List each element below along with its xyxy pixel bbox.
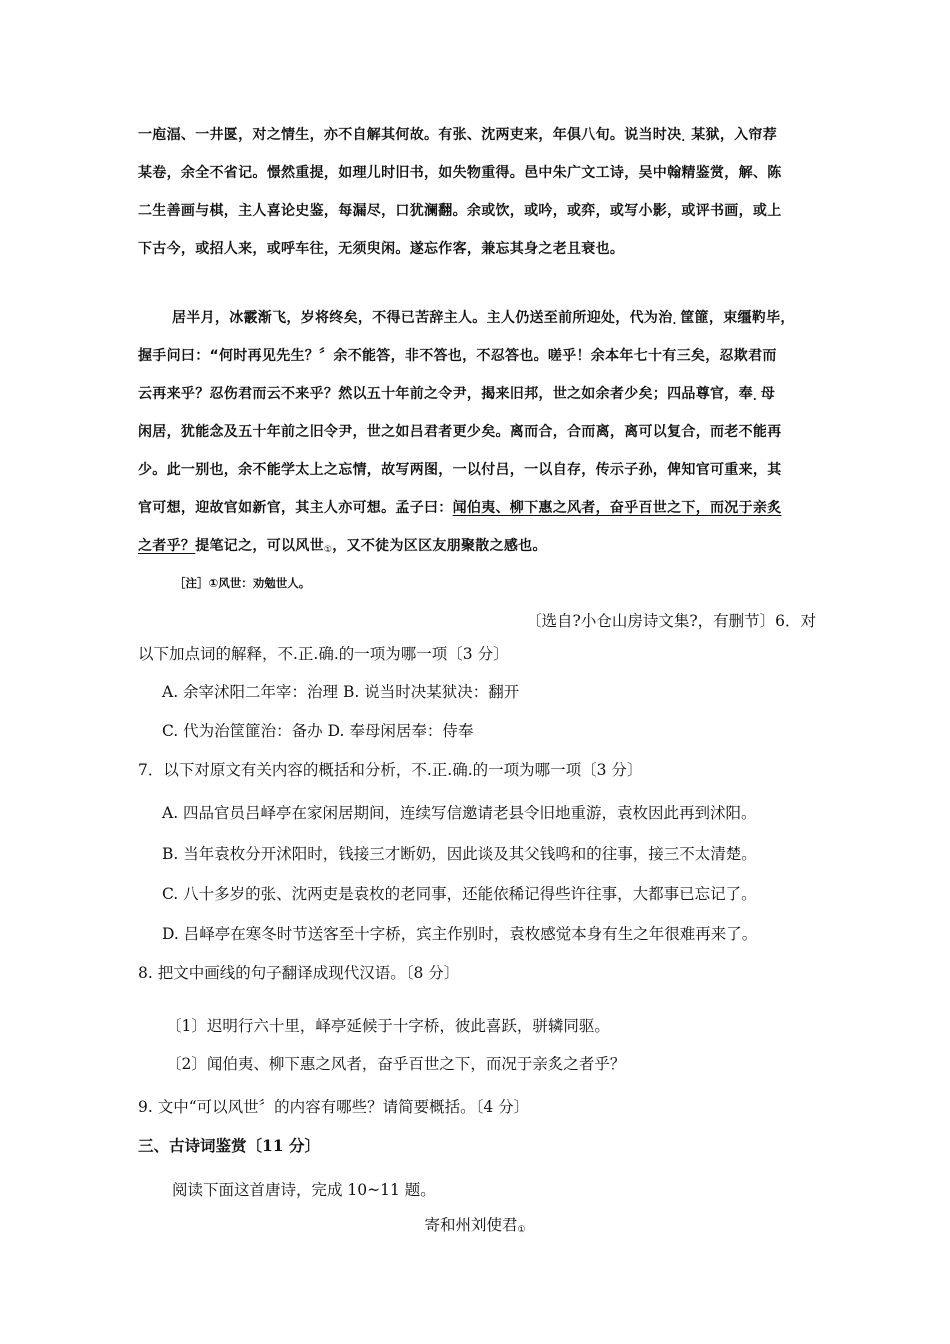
source-citation: 〔选自?小仓山房诗文集?，有删节〕6．对 [526,612,816,630]
passage-line: 之者乎？提笔记之，可以风世$_①$，又不徒为区区友朋聚散之感也。 [138,538,547,555]
passage-line: 二生善画与棋，主人喜论史鉴，每漏尽，口犹澜翻。余或饮，或吟，或弈，或写小影，或评书画，或上 [138,203,782,219]
question-7-option-d: D. 吕峄亭在寒冬时节送客至十字桥，宾主作别时，袁枚感觉本身有生之年很难再来了。 [162,925,758,943]
section-intro: 阅读下面这首唐诗，完成 10~11 题。 [172,1181,436,1199]
passage-line: 下古今，或招人来，或呼车往，无须臾闲。遂忘作客，兼忘其身之老且衰也。 [138,241,625,257]
passage-line: 居半月，冰霰渐飞，岁将终矣，不得已苦辞主人。主人仍送至前所迎处，代为治.筐篚，束缰靮毕， [172,310,795,327]
underlined-sentence: 闻伯夷、柳下惠之风者，奋乎百世之下，而况于亲炙 [452,500,782,516]
section-heading: 三、古诗词鉴赏〔11 分〕 [138,1136,320,1155]
footnote: ［注］①风世：劝勉世人。 [174,576,311,590]
question-9-stem: 9. 文中“可以风世〞的内容有哪些？请简要概括。〔4 分〕 [138,1098,530,1116]
question-6-stem: 以下加点词的解释，不.正.确.的一项为哪一项〔3 分〕 [138,645,509,663]
question-6-options-ab: A. 余宰沭阳二年宰：治理 B. 说当时决某狱决：翻开 [162,683,520,701]
question-7-option-c: C. 八十多岁的张、沈两吏是袁枚的老同事，还能依稀记得些许往事，大都事已忘记了。 [162,885,757,903]
poem-title: 寄和州刘使君$_①$ [424,1216,526,1235]
question-7-option-b: B. 当年袁枚分开沭阳时，钱接三才断奶，因此谈及其父钱鸣和的往事，接三不太清楚。 [162,845,757,863]
question-7-stem: 7．以下对原文有关内容的概括和分析，不.正.确.的一项为哪一项〔3 分〕 [138,761,643,779]
passage-line: 官可想，迎故官如新官，其主人亦可想。孟子曰：闻伯夷、柳下惠之风者，奋乎百世之下，而况于亲炙 [138,500,782,516]
question-7-option-a: A. 四品官员吕峄亭在家闲居期间，连续写信邀请老县令旧地重游，袁枚因此再到沭阳。 [162,804,757,822]
passage-line: 一庖湢、一井匽，对之情生，亦不自解其何故。有张、沈两吏来，年俱八旬。说当时决.某狱，入帘荐 [138,127,778,144]
passage-line: 少。此一别也，余不能学太上之忘情，故写两图，一以付吕，一以自存，传示子孙，俾知官可重来，其 [138,462,782,478]
question-8-item-1: 〔1〕迟明行六十里，峄亭延候于十字桥，彼此喜跃，骈辚同驱。 [166,1017,610,1035]
passage-line: 云再来乎？忍伤君而云不来乎？然以五十年前之令尹，揭来旧邦，世之如余者少矣；四品尊官，奉.母 [138,386,776,403]
passage-line: 闲居，犹能念及五十年前之旧令尹，世之如吕君者更少矣。离而合，合而离，离可以复合，而老不能再 [138,424,782,440]
question-8-item-2: 〔2〕闻伯夷、柳下惠之风者，奋乎百世之下，而况于亲炙之者乎？ [166,1055,626,1073]
passage-line: 某卷，余全不省记。憬然重提，如理儿时旧书，如失物重得。邑中朱广文工诗，吴中翰精鉴赏，解、陈 [138,165,782,181]
passage-line: 握手问曰：“何时再见先生？〞余不能答，非不答也，不忍答也。嗟乎！余本年七十有三矣，忍欺君而 [138,348,777,364]
question-8-stem: 8. 把文中画线的句子翻译成现代汉语。〔8 分〕 [138,964,460,982]
underlined-sentence: 之者乎？ [138,538,196,554]
question-6-options-cd: C. 代为治筐篚治：备办 D. 奉母闲居奉：侍奉 [162,722,474,740]
